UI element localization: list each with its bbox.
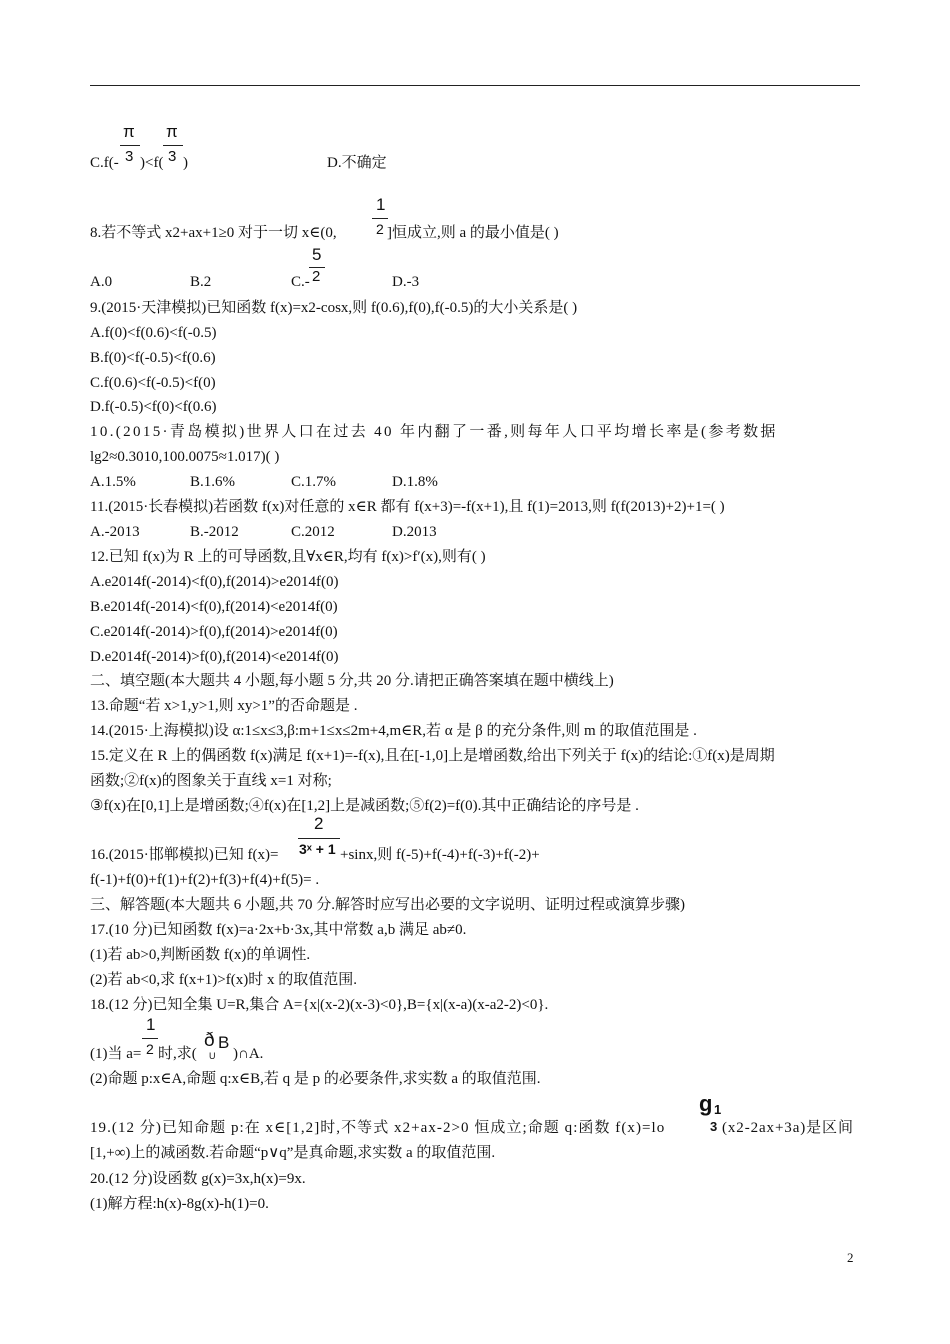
- section-2-heading: 二、填空题(本大题共 4 小题,每小题 5 分,共 20 分.请把正确答案填在题中横线上): [90, 673, 614, 689]
- complement-symbol: ð: [204, 1030, 215, 1051]
- fraction-numerator: 1: [376, 195, 386, 214]
- option-b: B.-2012: [190, 524, 239, 540]
- fraction-denominator: 2: [146, 1041, 154, 1057]
- question-19-line-1-post: (x2-2ax+3a)是区间: [722, 1120, 854, 1136]
- question-8-stem-post: ]恒成立,则 a 的最小值是( ): [387, 225, 559, 241]
- complement-subscript: U: [209, 1051, 216, 1061]
- log-symbol: g: [699, 1091, 713, 1116]
- fraction-bar: [163, 145, 183, 146]
- option-c: C.2012: [291, 524, 335, 540]
- option-b: B.2: [190, 274, 212, 290]
- option-a: A.-2013: [90, 524, 140, 540]
- question-12-stem: 12.已知 f(x)为 R 上的可导函数,且∀x∈R,均有 f(x)>f′(x),则有( ): [90, 549, 486, 565]
- question-11-stem: 11.(2015·长春模拟)若函数 f(x)对任意的 x∈R 都有 f(x+3)=-f(x+1),且 f(1)=2013,则 f(f(2013)+2)+1=( ): [90, 499, 725, 515]
- fraction-bar: [298, 838, 340, 839]
- question-13: 13.命题“若 x>1,y>1,则 xy>1”的否命题是 .: [90, 698, 358, 714]
- option-d: D.1.8%: [392, 474, 438, 490]
- question-18-part-2: (2)命题 p:x∈A,命题 q:x∈B,若 q 是 p 的必要条件,求实数 a 的取值范围.: [90, 1071, 541, 1087]
- option-c: C.f(0.6)<f(-0.5)<f(0): [90, 375, 216, 391]
- option-a: A.f(0)<f(0.6)<f(-0.5): [90, 325, 217, 341]
- question-8-stem-pre: 8.若不等式 x2+ax+1≥0 对于一切 x∈(0,: [90, 225, 337, 241]
- question-14: 14.(2015·上海模拟)设 α:1≤x≤3,β:m+1≤x≤2m+4,m∈R,若 α 是 β 的充分条件,则 m 的取值范围是 .: [90, 723, 697, 739]
- log-base-numerator: 1: [714, 1102, 722, 1117]
- fraction-denominator: 3: [125, 148, 134, 165]
- log-base-denominator: 3: [710, 1119, 718, 1134]
- fraction-bar: [372, 218, 388, 219]
- question-16-line-2: f(-1)+f(0)+f(1)+f(2)+f(3)+f(4)+f(5)= .: [90, 872, 320, 888]
- question-19-line-2: [1,+∞)上的减函数.若命题“p∨q”是真命题,求实数 a 的取值范围.: [90, 1145, 496, 1161]
- fraction-numerator: π: [123, 122, 135, 141]
- option-c-part: )<f(: [140, 155, 164, 171]
- option-d: D.2013: [392, 524, 437, 540]
- option-a: A.0: [90, 274, 113, 290]
- option-c-part: C.f(-: [90, 155, 119, 171]
- option-d: D.f(-0.5)<f(0)<f(0.6): [90, 399, 217, 415]
- fraction-bar: [120, 145, 140, 146]
- question-18-part-1-pre: (1)当 a=: [90, 1046, 142, 1062]
- question-15-line-3: ③f(x)在[0,1]上是增函数;④f(x)在[1,2]上是减函数;⑤f(2)=f(0).其中正确结论的序号是 .: [90, 798, 639, 814]
- question-10-stem: 10.(2015·青岛模拟)世界人口在过去 40 年内翻了一番,则每年人口平均增长率是(参考数据: [90, 424, 778, 440]
- option-a: A.e2014f(-2014)<f(0),f(2014)>e2014f(0): [90, 574, 339, 590]
- set-b-label: B: [218, 1033, 230, 1052]
- option-b: B.1.6%: [190, 474, 235, 490]
- question-16-stem-pre: 16.(2015·邯郸模拟)已知 f(x)=: [90, 847, 279, 863]
- option-d: D.-3: [392, 274, 420, 290]
- question-17-stem: 17.(10 分)已知函数 f(x)=a·2x+b·3x,其中常数 a,b 满足 ab≠0.: [90, 922, 467, 938]
- option-a: A.1.5%: [90, 474, 136, 490]
- option-c-part: ): [183, 155, 188, 171]
- question-20-stem: 20.(12 分)设函数 g(x)=3x,h(x)=9x.: [90, 1171, 306, 1187]
- question-16-stem-post: +sinx,则 f(-5)+f(-4)+f(-3)+f(-2)+: [340, 847, 540, 863]
- fraction-numerator: 2: [314, 814, 324, 833]
- fraction-denominator: 3ˣ + 1: [299, 841, 336, 857]
- header-rule: [90, 85, 860, 86]
- question-18-stem: 18.(12 分)已知全集 U=R,集合 A={x|(x-2)(x-3)<0},B={x|(x-a)(x-a2-2)<0}.: [90, 997, 549, 1013]
- question-20-part-1: (1)解方程:h(x)-8g(x)-h(1)=0.: [90, 1196, 269, 1212]
- question-18-part-1-mid: 时,求(: [158, 1046, 197, 1062]
- fraction-denominator: 2: [312, 268, 321, 285]
- fraction-numerator: π: [166, 122, 178, 141]
- question-18-part-1-post: )∩A.: [233, 1046, 264, 1062]
- fraction-numerator: 5: [312, 245, 322, 264]
- question-15-line-2: 函数;②f(x)的图象关于直线 x=1 对称;: [90, 773, 332, 789]
- question-19-line-1-pre: 19.(12 分)已知命题 p:在 x∈[1,2]时,不等式 x2+ax-2>0 恒成立;命题 q:函数 f(x)=lo: [90, 1120, 666, 1136]
- page-number: 2: [847, 1250, 854, 1265]
- question-17-part-2: (2)若 ab<0,求 f(x+1)>f(x)时 x 的取值范围.: [90, 972, 357, 988]
- section-3-heading: 三、解答题(本大题共 6 小题,共 70 分.解答时应写出必要的文字说明、证明过程或演算步骤): [90, 897, 685, 913]
- option-d: D.不确定: [327, 155, 387, 171]
- fraction-bar: [142, 1038, 158, 1039]
- option-c: C.1.7%: [291, 474, 336, 490]
- option-b: B.e2014f(-2014)<f(0),f(2014)<e2014f(0): [90, 599, 338, 615]
- question-17-part-1: (1)若 ab>0,判断函数 f(x)的单调性.: [90, 947, 311, 963]
- option-c: C.-: [291, 274, 310, 290]
- fraction-denominator: 3: [168, 148, 177, 165]
- option-c: C.e2014f(-2014)>f(0),f(2014)>e2014f(0): [90, 624, 338, 640]
- question-15-line-1: 15.定义在 R 上的偶函数 f(x)满足 f(x+1)=-f(x),且在[-1,0]上是增函数,给出下列关于 f(x)的结论:①f(x)是周期: [90, 748, 775, 764]
- fraction-numerator: 1: [146, 1015, 156, 1034]
- question-10-stem-cont: lg2≈0.3010,100.0075≈1.017)( ): [90, 449, 280, 465]
- question-9-stem: 9.(2015·天津模拟)已知函数 f(x)=x2-cosx,则 f(0.6),f(0),f(-0.5)的大小关系是( ): [90, 300, 578, 316]
- option-b: B.f(0)<f(-0.5)<f(0.6): [90, 350, 216, 366]
- fraction-denominator: 2: [376, 221, 384, 237]
- option-d: D.e2014f(-2014)>f(0),f(2014)<e2014f(0): [90, 649, 339, 665]
